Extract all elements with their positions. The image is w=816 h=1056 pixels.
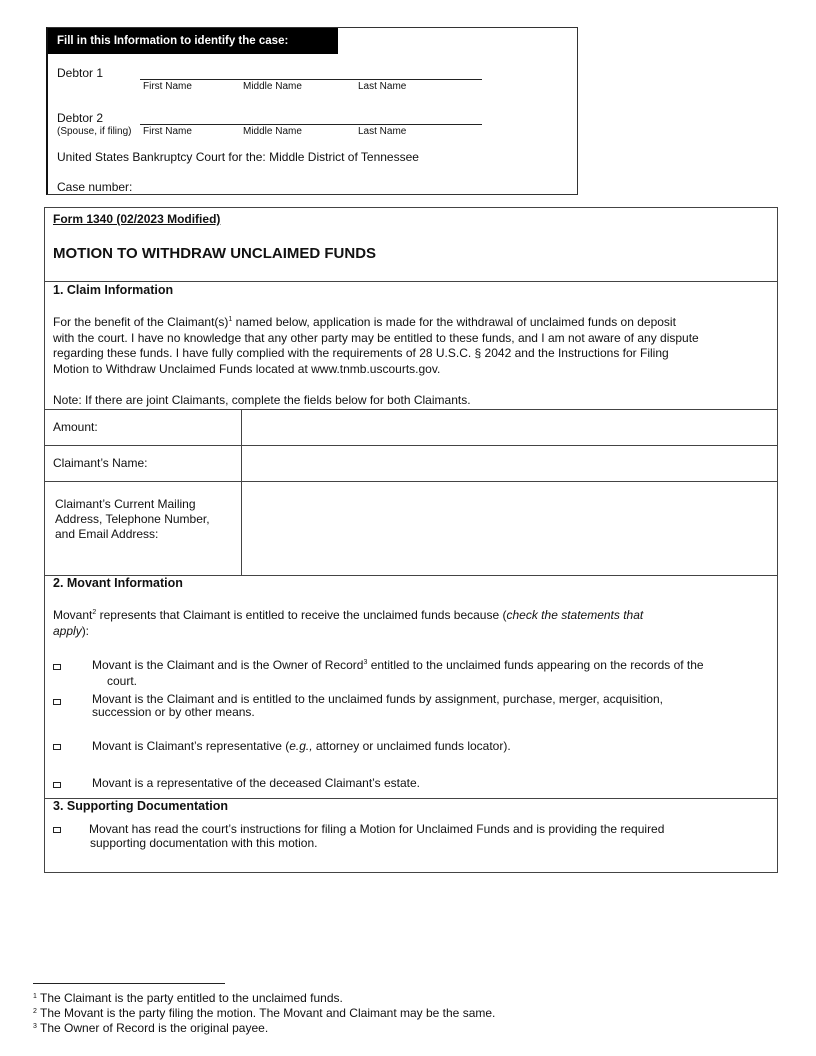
debtor2-name-line[interactable] bbox=[140, 124, 482, 125]
option-supporting-docs bbox=[89, 822, 779, 850]
intro-text: ): bbox=[81, 623, 90, 638]
option-line: Movant is the Claimant and is entitled to the unclaimed funds by assignment, purchase, merger, acquisition, bbox=[92, 692, 663, 706]
section1-para-text: named below, application is made for the withdrawal of unclaimed funds on deposit bbox=[232, 315, 676, 329]
option-line: succession or by other means. bbox=[92, 705, 255, 719]
section3-title: 3. Supporting Documentation bbox=[53, 799, 228, 813]
section1-para-text: For the benefit of the Claimant(s) bbox=[53, 315, 229, 329]
debtor1-label: Debtor 1 bbox=[57, 66, 104, 80]
case-number-label: Case number: bbox=[57, 180, 133, 194]
motion-form bbox=[44, 207, 778, 873]
divider bbox=[45, 281, 777, 282]
court-line: United States Bankruptcy Court for the: Middle District of Tennessee bbox=[57, 150, 419, 164]
section2-intro-line bbox=[53, 608, 753, 624]
option-assignment bbox=[92, 693, 778, 719]
footnotes bbox=[33, 991, 495, 1036]
section1-paragraph bbox=[53, 315, 773, 377]
footnote-ref-2: 2 bbox=[92, 609, 97, 616]
option-italic: e.g., bbox=[289, 739, 313, 753]
footnote-number: 2 bbox=[33, 1008, 37, 1015]
section2-title: 2. Movant Information bbox=[53, 576, 183, 590]
footnote-number: 1 bbox=[33, 993, 37, 1000]
address-label-line: and Email Address: bbox=[55, 527, 159, 541]
footnote-ref-1: 1 bbox=[228, 316, 233, 323]
address-label-line: Claimant’s Current Mailing bbox=[55, 497, 196, 511]
checkbox-assignment[interactable] bbox=[53, 699, 61, 705]
section1-para-line: regarding these funds. I have fully complied with the requirements of 28 U.S.C. § 2042 and the Instructions for Filing bbox=[53, 346, 669, 360]
debtor2-middle-name-caption: Middle Name bbox=[243, 126, 302, 137]
option-text: entitled to the unclaimed funds appearing on the records of the bbox=[367, 658, 704, 672]
amount-field[interactable] bbox=[243, 410, 775, 445]
option-line: Movant has read the court’s instructions for filing a Motion for Unclaimed Funds and is providing the required bbox=[89, 822, 665, 836]
footnote-number: 3 bbox=[33, 1023, 37, 1030]
form-id: Form 1340 (02/2023 Modified) bbox=[53, 212, 221, 226]
option-owner-of-record bbox=[92, 658, 778, 689]
section2-intro-line bbox=[53, 624, 753, 640]
intro-text: represents that Claimant is entitled to receive the unclaimed funds because ( bbox=[96, 608, 507, 622]
intro-text: Movant bbox=[53, 608, 93, 622]
option-text: Movant is the Claimant and is the Owner of Record bbox=[92, 658, 364, 672]
section2-intro bbox=[53, 608, 753, 639]
claimant-address-field[interactable] bbox=[243, 482, 775, 574]
debtor2-label: Debtor 2 bbox=[57, 111, 104, 125]
checkbox-estate-representative[interactable] bbox=[53, 782, 61, 788]
footnote-3 bbox=[33, 1021, 495, 1036]
section1-para-line bbox=[53, 315, 773, 331]
debtor2-last-name-caption: Last Name bbox=[358, 126, 407, 137]
option-line: supporting documentation with this motion. bbox=[90, 836, 318, 850]
checkbox-representative[interactable] bbox=[53, 744, 61, 750]
option-estate-representative: Movant is a representative of the deceased Claimant’s estate. bbox=[92, 776, 420, 790]
footnote-text: The Movant is the party filing the motion. The Movant and Claimant may be the same. bbox=[40, 1006, 496, 1020]
amount-label: Amount: bbox=[53, 420, 98, 434]
joint-claimant-note: Note: If there are joint Claimants, complete the fields below for both Claimants. bbox=[53, 393, 471, 407]
option-representative bbox=[92, 739, 511, 755]
case-identification-box bbox=[46, 27, 578, 195]
section1-para-line: with the court. I have no knowledge that any other party may be entitled to these funds, and I am not aware of any dispute bbox=[53, 330, 699, 345]
footnote-2 bbox=[33, 1006, 495, 1021]
option-line: court. bbox=[107, 673, 138, 688]
intro-italic: check the statements that bbox=[506, 608, 644, 622]
field-column-divider bbox=[241, 409, 242, 575]
claimant-name-field[interactable] bbox=[243, 446, 775, 481]
claimant-name-label: Claimant’s Name: bbox=[53, 456, 148, 470]
claimant-address-label bbox=[55, 497, 210, 542]
debtor2-spouse-label: (Spouse, if filing) bbox=[57, 126, 132, 137]
footnote-text: The Claimant is the party entitled to the unclaimed funds. bbox=[40, 991, 343, 1005]
debtor1-middle-name-caption: Middle Name bbox=[243, 81, 302, 92]
intro-italic: apply bbox=[53, 623, 82, 638]
debtor1-last-name-caption: Last Name bbox=[358, 81, 407, 92]
debtor2-first-name-caption: First Name bbox=[143, 126, 192, 137]
address-label-line: Address, Telephone Number, bbox=[55, 512, 210, 526]
option-text: attorney or unclaimed funds locator). bbox=[312, 739, 511, 753]
footnote-text: The Owner of Record is the original payee. bbox=[40, 1021, 269, 1035]
case-box-header: Fill in this Information to identify the case: bbox=[48, 28, 338, 54]
form-title: MOTION TO WITHDRAW UNCLAIMED FUNDS bbox=[53, 245, 377, 262]
footnote-1 bbox=[33, 991, 495, 1006]
debtor1-name-line[interactable] bbox=[140, 79, 482, 80]
checkbox-owner-of-record[interactable] bbox=[53, 664, 61, 670]
section1-title: 1. Claim Information bbox=[53, 283, 174, 297]
option-line bbox=[92, 658, 778, 674]
checkbox-supporting-docs[interactable] bbox=[53, 827, 61, 833]
footnote-ref-3: 3 bbox=[363, 659, 368, 666]
debtor1-first-name-caption: First Name bbox=[143, 81, 192, 92]
section1-para-line: Motion to Withdraw Unclaimed Funds located at www.tnmb.uscourts.gov. bbox=[53, 361, 441, 376]
option-text: Movant is Claimant’s representative ( bbox=[92, 739, 290, 753]
footnote-separator bbox=[33, 983, 225, 984]
